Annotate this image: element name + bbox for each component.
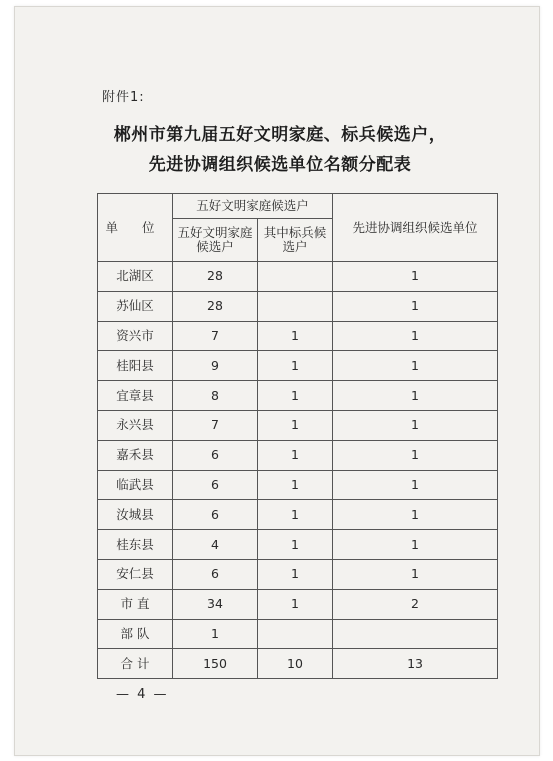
cell-unit: 部 队 — [98, 619, 173, 649]
cell-family-count: 4 — [173, 530, 258, 560]
attachment-label: 附件1: — [102, 90, 145, 105]
document-title-line-2: 先进协调组织候选单位名额分配表 — [148, 155, 412, 175]
cell-advanced-unit: 1 — [333, 351, 498, 381]
cell-model-count — [258, 262, 333, 292]
table-row — [98, 500, 498, 530]
cell-unit: 资兴市 — [98, 321, 173, 351]
cell-unit: 嘉禾县 — [98, 440, 173, 470]
page-number: — 4 — — [116, 687, 169, 702]
cell-model-count: 1 — [258, 410, 333, 440]
table-row — [98, 410, 498, 440]
cell-advanced-unit: 1 — [333, 530, 498, 560]
cell-model-count: 1 — [258, 440, 333, 470]
table-row — [98, 381, 498, 411]
table-row — [98, 351, 498, 381]
cell-unit: 永兴县 — [98, 410, 173, 440]
cell-unit: 北湖区 — [98, 262, 173, 292]
cell-family-count: 6 — [173, 500, 258, 530]
table-row — [98, 321, 498, 351]
cell-advanced-unit: 1 — [333, 440, 498, 470]
cell-model-count — [258, 291, 333, 321]
cell-advanced-unit: 1 — [333, 321, 498, 351]
cell-family-count: 150 — [173, 649, 258, 679]
header-family-count: 五好文明家庭候选户 — [173, 219, 258, 262]
cell-family-count: 6 — [173, 559, 258, 589]
cell-model-count: 1 — [258, 351, 333, 381]
cell-unit: 临武县 — [98, 470, 173, 500]
cell-model-count — [258, 619, 333, 649]
cell-unit: 桂东县 — [98, 530, 173, 560]
cell-unit: 汝城县 — [98, 500, 173, 530]
cell-model-count: 1 — [258, 589, 333, 619]
cell-model-count: 1 — [258, 530, 333, 560]
cell-unit: 合 计 — [98, 649, 173, 679]
cell-family-count: 6 — [173, 440, 258, 470]
cell-unit: 桂阳县 — [98, 351, 173, 381]
cell-advanced-unit: 1 — [333, 410, 498, 440]
header-unit: 单 位 — [98, 194, 173, 262]
table-row — [98, 291, 498, 321]
cell-family-count: 7 — [173, 410, 258, 440]
table-row — [98, 470, 498, 500]
cell-family-count: 1 — [173, 619, 258, 649]
table-row — [98, 649, 498, 679]
cell-model-count: 1 — [258, 321, 333, 351]
table-row — [98, 559, 498, 589]
table-row — [98, 530, 498, 560]
cell-family-count: 6 — [173, 470, 258, 500]
cell-advanced-unit: 1 — [333, 470, 498, 500]
cell-advanced-unit: 1 — [333, 381, 498, 411]
cell-family-count: 8 — [173, 381, 258, 411]
cell-advanced-unit: 1 — [333, 559, 498, 589]
cell-family-count: 7 — [173, 321, 258, 351]
cell-unit: 苏仙区 — [98, 291, 173, 321]
cell-unit: 宜章县 — [98, 381, 173, 411]
cell-unit: 安仁县 — [98, 559, 173, 589]
cell-model-count: 1 — [258, 470, 333, 500]
cell-family-count: 28 — [173, 262, 258, 292]
cell-advanced-unit: 1 — [333, 291, 498, 321]
cell-unit: 市 直 — [98, 589, 173, 619]
table-row — [98, 589, 498, 619]
cell-family-count: 34 — [173, 589, 258, 619]
cell-advanced-unit: 1 — [333, 500, 498, 530]
cell-advanced-unit: 13 — [333, 649, 498, 679]
header-advanced-unit: 先进协调组织候选单位 — [333, 194, 498, 262]
cell-model-count: 1 — [258, 381, 333, 411]
cell-model-count: 1 — [258, 500, 333, 530]
cell-model-count: 10 — [258, 649, 333, 679]
quota-allocation-table — [97, 193, 498, 679]
cell-family-count: 28 — [173, 291, 258, 321]
cell-model-count: 1 — [258, 559, 333, 589]
cell-family-count: 9 — [173, 351, 258, 381]
cell-advanced-unit: 2 — [333, 589, 498, 619]
cell-advanced-unit: 1 — [333, 262, 498, 292]
table-row — [98, 440, 498, 470]
header-model-count: 其中标兵候选户 — [258, 219, 333, 262]
cell-advanced-unit — [333, 619, 498, 649]
table-row — [98, 619, 498, 649]
table-body — [98, 262, 498, 679]
document-title-line-1: 郴州市第九届五好文明家庭、标兵候选户， — [113, 125, 447, 145]
table-row — [98, 262, 498, 292]
header-family-group: 五好文明家庭候选户 — [173, 194, 333, 219]
